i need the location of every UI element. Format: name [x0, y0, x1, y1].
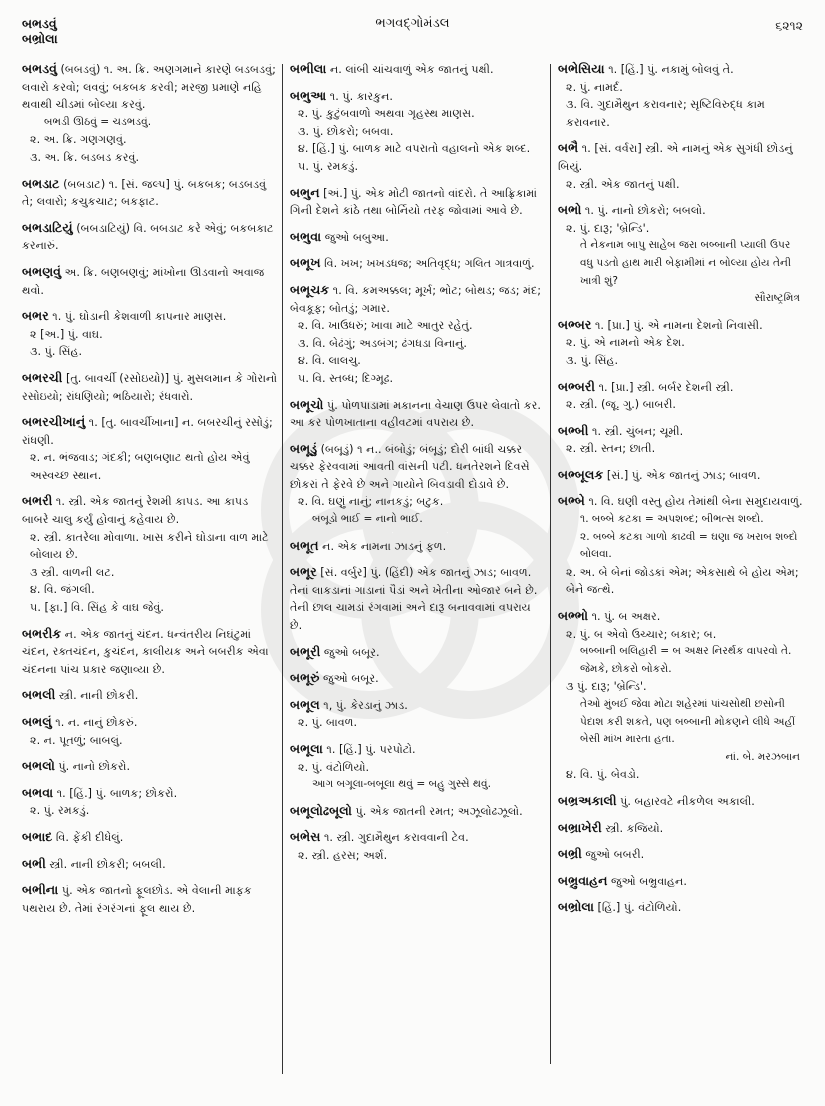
- definition-text: [સં. વર્બુર] પું. (હિંદી) એક જાતનું ઝાડ; બાવળ. તેનાં લાકડાનાં ગાડાનાં પૈડાં અને ખેતીના ઓજાર બને છે. તેની છાલ ચામડાં રંગવામાં અને દારૂ બનાવવામાં વપરાય છે.: [290, 566, 538, 633]
- definition-text: [હિં.] પું. વંટોળિયો.: [597, 901, 682, 915]
- entry-sense-line: [558, 352, 806, 370]
- definition-text: (બબડાટિયું) વિ. બબડાટ કરે એવું; બકબકાટ કરનારું.: [22, 221, 274, 253]
- headword: બભ્બૂલક: [558, 466, 604, 482]
- definition-text: ૪. વિ. લાલચુ.: [298, 354, 361, 368]
- entry-sense-line: [558, 396, 806, 414]
- definition-text: ૪. વિ. જંગલી.: [30, 583, 95, 597]
- definition-text: ૫. [ફા.] વિ. સિંહ કે વાઘ જેવું.: [30, 601, 164, 615]
- column-1: [22, 60, 278, 1106]
- entry-first-line: [22, 686, 278, 705]
- entry-sense-line: [558, 176, 806, 194]
- definition-text: ૨. સ્ત્રી. એક જાતનું પક્ષી.: [566, 177, 680, 191]
- definition-text: ન. એક નામના ઝાડનું ફળ.: [322, 539, 447, 553]
- headword: બભણવું: [22, 263, 62, 279]
- definition-text: ૧. પું. બ અક્ષર.: [591, 610, 661, 624]
- definition-text: આગ બગૂલા-બબૂલા થવું = બહુ ગુસ્સે થવું.: [312, 778, 491, 791]
- column-divider: [550, 64, 551, 1064]
- entry-sense-line: [22, 732, 278, 750]
- definition-text: સૌરાષ્ટ્રમિત્ર: [754, 292, 800, 305]
- definition-text: ૧. પું. ઘોડાની કેશવાળી કાપનાર માણસ.: [52, 310, 227, 324]
- headword: બભુન: [290, 184, 320, 200]
- entry-first-line: [558, 139, 806, 175]
- dictionary-entry: [290, 802, 546, 821]
- dictionary-entry: [290, 281, 546, 388]
- headword: બભૂખ: [290, 255, 321, 271]
- dictionary-entry: [558, 872, 806, 891]
- entry-first-line: [22, 625, 278, 679]
- headword: બભૂલ: [290, 696, 320, 712]
- headword: બભૂચો: [290, 396, 324, 412]
- dictionary-entry: [290, 696, 546, 732]
- definition-text: ૨. ન. પૂતળું; બાબલું.: [30, 733, 123, 747]
- definition-text: ૩. પું. સિંહ.: [566, 353, 619, 367]
- definition-text: જુઓ બબુઆ.: [324, 230, 389, 244]
- entry-first-line: [558, 201, 806, 220]
- headword: બભી: [22, 855, 46, 871]
- entry-sense-line: [290, 158, 546, 176]
- headword: બભૈ: [558, 140, 579, 156]
- entry-first-line: [558, 819, 806, 838]
- headword: બભીલા: [290, 61, 327, 76]
- definition-text: બબૂડો ભાઈ = નાનો ભાઈ.: [312, 513, 423, 526]
- definition-text: ૩. વિ. ગુદામૈથુન કરાવનાર; સૃષ્ટિવિરુદ્ધ કામ કરાવનાર.: [566, 98, 765, 129]
- definition-text: ૪. [હિં.] પું. બાળક માટે વપરાતો વહાલનો એક શબ્દ.: [298, 142, 531, 156]
- dictionary-entry: [22, 175, 278, 211]
- dictionary-entry: [22, 413, 278, 484]
- entry-sense-line: [22, 131, 278, 149]
- entry-first-line: [22, 219, 278, 255]
- dictionary-entry: [22, 757, 278, 776]
- definition-text: વિ. ફેંકી દીધેલું.: [55, 830, 124, 844]
- entry-first-line: [290, 228, 546, 247]
- headword: બભુઆ: [290, 87, 327, 103]
- definition-text: પું. બહારવટે નીકળેલ અકાલી.: [620, 794, 755, 808]
- entry-sense-line: [558, 334, 806, 352]
- entry-sense-line: [22, 343, 278, 361]
- entry-first-line: [290, 669, 546, 688]
- definition-text: ૨. પું. એ નામનો એક દેશ.: [566, 336, 685, 350]
- dictionary-entry: [558, 60, 806, 131]
- definition-text: ૨. ન. ભંજવાડ; ગંદકી; બણબણાટ થતો હોય એવું અસ્વચ્છ સ્થાન.: [30, 451, 250, 482]
- headword: બભૂર: [290, 564, 317, 580]
- dictionary-entry: [558, 422, 806, 458]
- entry-first-line: [22, 175, 278, 211]
- entry-sense-line: [290, 352, 546, 370]
- dictionary-entry: [22, 881, 278, 917]
- definition-text: ૧. વિ. ઘણી વસ્તુ હોય તેમાંથી બેના સમુદાયવાળું.: [588, 495, 803, 509]
- dictionary-entry: [290, 60, 546, 79]
- definition-text: તે નેકનામ બાપુ સાહેબ જરા બબ્બાની પ્યાલી ઉપર વધુ પડતો હાથ મારી બેફામીમાં ન બોલ્યા હોય તેની ખાત્રી શું?: [580, 239, 791, 287]
- definition-text: ૨. વિ. ખાઉધરું; ખાવા માટે આતુર રહેતું.: [298, 319, 473, 333]
- definition-text: ૫. વિ. સ્તબ્ધ; દિગ્મૂઢ.: [298, 371, 393, 385]
- headword: બભલું: [22, 714, 52, 729]
- entry-first-line: [22, 828, 278, 847]
- definition-text: જુઓ બબૂર.: [323, 645, 380, 659]
- entry-sense-line: [290, 847, 546, 865]
- headword: બભડવું: [22, 61, 57, 76]
- entry-first-line: [22, 713, 278, 732]
- definition-text: ૨. પું. દારૂ; 'બ્રેન્ડિ'.: [566, 221, 650, 235]
- entry-sense-line: [558, 626, 806, 644]
- headword: બભેસ: [290, 829, 321, 845]
- entry-sense-line: [22, 529, 278, 564]
- headword: બભરચીખાનું: [22, 414, 86, 430]
- entry-first-line: [558, 492, 806, 511]
- definition-text: ૩. વિ. બેઢંગું; અડબંગ; ઢંગધડા વિનાનું.: [298, 336, 467, 350]
- headword: બભ્બે: [558, 493, 585, 509]
- definition-text: ૩. પું. છોકરો; બબવા.: [298, 124, 394, 138]
- entry-first-line: [22, 413, 278, 449]
- headword: બભૂરી: [290, 643, 321, 659]
- dictionary-entry: [290, 87, 546, 176]
- entry-first-line: [22, 369, 278, 405]
- dictionary-entry: [290, 643, 546, 662]
- headword: બભરચી: [22, 369, 63, 385]
- definition-text: ૨. બબ્બે કટકા ગાળો કાઢવી = ઘણા જ ખરાબ શબ્દો બોલવા.: [580, 530, 798, 561]
- definition-text: ૩ સ્ત્રી. વાળની લટ.: [30, 565, 115, 579]
- dictionary-entry: [22, 369, 278, 405]
- entry-sense-line: [558, 79, 806, 97]
- entry-sense-line: [290, 370, 546, 388]
- definition-text: પું. એક જાતનો ફૂલછોડ. એ વેલાની માફક પથરાય છે. તેમાં રંગરંગનાં ફૂલ થાય છે.: [22, 884, 252, 915]
- headword: બભેસિયા: [558, 61, 605, 76]
- entry-sense-line: [558, 290, 806, 308]
- headword: બભૂડું: [290, 440, 318, 456]
- headword: બભ્બર: [558, 316, 592, 332]
- headword: બભડાટિયું: [22, 219, 73, 235]
- entry-first-line: [558, 466, 806, 485]
- dictionary-entry: [290, 740, 546, 794]
- column-divider: [282, 64, 283, 1074]
- entry-first-line: [290, 440, 546, 494]
- definition-text: ૧. ન. નાનું છોકરું.: [55, 716, 138, 729]
- entry-first-line: [558, 898, 806, 917]
- definition-text: જુઓ બભ્રુવાહન.: [611, 874, 687, 888]
- dictionary-entry: [290, 537, 546, 556]
- definition-text: નાં. બે. મરઝબાન: [725, 750, 800, 763]
- entry-sense-line: [558, 678, 806, 696]
- definition-text: ૪. વિ. પું. બેવડો.: [566, 768, 640, 782]
- headword: બભ્રી: [558, 846, 582, 862]
- definition-text: પું. નાનો છોકરો.: [58, 760, 131, 774]
- dictionary-entry: [558, 492, 806, 599]
- entry-sense-line: [558, 696, 806, 749]
- definition-text: બબ્બાની બલિહારી = બ અક્ષર નિરર્થક વાપરવો તે. જેમકે, છોકરો બોકરો.: [580, 645, 792, 675]
- entry-first-line: [22, 757, 278, 776]
- entry-sense-line: [558, 529, 806, 564]
- dictionary-entry: [290, 184, 546, 220]
- definition-text: ૧. [તુ. બાવર્ચીખાના] ન. બબરચીનું રસોડું; રાંધણી.: [22, 416, 273, 447]
- definition-text: ૨. પું. બ એવો ઉચ્ચાર; બકાર; બ.: [566, 627, 717, 641]
- entry-sense-line: [290, 317, 546, 335]
- headword: બભ્ભો: [558, 608, 588, 624]
- definition-text: ૨. અ. બે બેનાં જોડકાં એમ; એકસાથે બે હોય એમ; બેને જત્થે.: [566, 565, 799, 597]
- definition-text: ૧. [હિં.] પું. પરપોટો.: [326, 743, 416, 756]
- definition-text: ૧, પું. કેરડાનું ઝાડ.: [323, 698, 408, 712]
- entry-first-line: [558, 872, 806, 891]
- definition-text: જુઓ બબરી.: [585, 848, 645, 862]
- entry-first-line: [22, 855, 278, 874]
- definition-text: ૧. બબ્બે કટકા = અપશબ્દ; બીભત્સ શબ્દો.: [580, 513, 764, 526]
- entry-first-line: [290, 184, 546, 220]
- definition-text: ૨. સ્ત્રી. હરસ; અર્શ.: [298, 848, 388, 862]
- definition-text: અ. ક્રિ. બણબણવું; માંખોના ઊડવાનો અવાજ થવો.: [22, 265, 265, 297]
- entry-first-line: [290, 740, 546, 759]
- definition-text: ૧. [પ્રા.] પું. એ નામના દેશનો નિવાસી.: [594, 318, 763, 332]
- entry-sense-line: [558, 220, 806, 238]
- dictionary-entry: [22, 828, 278, 847]
- headword: બભુવા: [290, 228, 322, 244]
- dictionary-entry: [22, 60, 278, 167]
- definition-text: પું. એક જાતની રમત; અઝૂલોઢઝૂલો.: [355, 804, 523, 818]
- dictionary-entry: [22, 307, 278, 361]
- entry-first-line: [22, 492, 278, 528]
- definition-text: ૩ પું. દારૂ; 'બ્રેન્ડિ'.: [566, 680, 647, 694]
- entry-first-line: [290, 828, 546, 847]
- headword: બભવા: [22, 784, 54, 800]
- entry-sense-line: [290, 140, 546, 158]
- headword: બભીના: [22, 882, 59, 898]
- headword: બભૂત: [290, 537, 319, 553]
- definition-text: ૧. પું. નાનો છોકરો; બબલો.: [584, 204, 706, 218]
- headword: બભ્રઅકાલી: [558, 792, 617, 808]
- definition-text: ૧. [સં. વર્વરા] સ્ત્રી. એ નામનું એક સુગંધી છોડનું બિયું.: [558, 142, 793, 173]
- entry-sense-line: [22, 449, 278, 484]
- definition-text: ૧. [હિં.] પું. બાળક; છોકરો.: [56, 786, 178, 800]
- definition-text: ૨. પું. કુટુંબવાળો અથવા ગૃહસ્થ માણસ.: [298, 107, 475, 121]
- definition-text: ૩. અ. ક્રિ. બડબડ કરવું.: [30, 150, 140, 164]
- entry-sense-line: [558, 237, 806, 290]
- entry-first-line: [558, 792, 806, 811]
- entry-first-line: [22, 307, 278, 326]
- entry-sense-line: [290, 123, 546, 141]
- headword: બભૂલા: [290, 741, 323, 756]
- dictionary-entry: [290, 396, 546, 432]
- definition-text: ૫. પું. રમકડું.: [298, 159, 359, 173]
- headword: બભલી: [22, 687, 56, 703]
- entry-sense-line: [22, 599, 278, 617]
- headword: બભાદ: [22, 828, 53, 844]
- entry-first-line: [290, 87, 546, 106]
- definition-text: (બબડવું) ૧. અ. ક્રિ. અણગમાને કારણે બડબડવું; લવારો કરવો; લવવું; બકબક કરવી; મરજી પ્રમાણે નહિ થવાથી ચીડમાં બોલ્યા કરવું.: [22, 63, 276, 112]
- definition-text: ન. લાંબી ચાંચવાળું એક જાતનું પક્ષી.: [329, 63, 494, 76]
- dictionary-entry: [558, 792, 806, 811]
- dictionary-entry: [290, 254, 546, 273]
- entry-sense-line: [558, 766, 806, 784]
- definition-text: ૨. અ. ક્રિ. ગણગણવું.: [30, 133, 127, 147]
- definition-text: (બબડાટ) ૧. [સં. જલ્પ] પું. બકબક; બડબડવું તે; લવારો; કચુકચાટ; બકફાટ.: [22, 177, 267, 209]
- dictionary-entry: [290, 228, 546, 247]
- book-title: ભગવદ્ગોમંડલ: [375, 16, 450, 31]
- dictionary-entry: [22, 784, 278, 820]
- definition-text: ૧. [પ્રા.] સ્ત્રી. બર્બર દેશની સ્ત્રી.: [598, 380, 734, 394]
- guide-word-last: બભ્રોલા: [22, 31, 58, 46]
- definition-text: ૧. સ્ત્રી. ગુદામૈથુન કરાવવાની ટેવ.: [323, 831, 469, 845]
- dictionary-entry: [22, 492, 278, 616]
- entry-first-line: [558, 607, 806, 626]
- entry-first-line: [290, 696, 546, 715]
- headword: બભ્રુવાહન: [558, 872, 608, 888]
- dictionary-entry: [558, 378, 806, 414]
- entry-sense-line: [558, 511, 806, 529]
- entry-sense-line: [558, 564, 806, 599]
- definition-text: ૧. પું. કારકુન.: [329, 89, 393, 103]
- entry-first-line: [290, 802, 546, 821]
- entry-sense-line: [22, 114, 278, 132]
- headword: બભો: [558, 202, 582, 218]
- dictionary-entry: [22, 219, 278, 255]
- definition-text: વિ. ખખ; ખખડધજ; અતિવૃદ્ધ; ગલિત ગાત્રવાળું.: [324, 257, 535, 271]
- entry-first-line: [22, 263, 278, 299]
- entry-sense-line: [290, 759, 546, 777]
- headword: બભરીક: [22, 625, 62, 641]
- definition-text: ૧. [હિં.] પું. નકામું બોલવું તે.: [608, 63, 734, 76]
- entry-sense-line: [290, 776, 546, 794]
- entry-sense-line: [290, 105, 546, 123]
- guide-word-first: બભડવું: [22, 16, 57, 31]
- definition-text: પું. પોળપાડામાં મકાનના વેચાણ ઉપર લેવાતો કર. આ કર પોળખાતાના વહીવટમાં વપરાય છે.: [290, 398, 541, 430]
- definition-text: ૨. સ્ત્રી. સ્તન; છાતી.: [566, 442, 656, 456]
- definition-text: સ્ત્રી. નાની છોકરી; બબલી.: [49, 857, 166, 871]
- entry-sense-line: [558, 440, 806, 458]
- entry-first-line: [290, 643, 546, 662]
- entry-first-line: [290, 563, 546, 634]
- headword: બભર: [22, 308, 49, 324]
- page-header: [0, 8, 825, 56]
- dictionary-entry: [22, 855, 278, 874]
- dictionary-entry: [290, 669, 546, 688]
- entry-first-line: [558, 378, 806, 397]
- entry-sense-line: [290, 511, 546, 529]
- entry-sense-line: [558, 643, 806, 678]
- headword: બભ્રોલા: [558, 899, 594, 915]
- dictionary-entry: [558, 316, 806, 370]
- entry-sense-line: [558, 96, 806, 131]
- dictionary-entry: [558, 845, 806, 864]
- definition-text: [તુ. બાવર્ચી (રસોઇયો)] પું. મુસલમાન કે ગોરાનો રસોઇયો; રાંધણિયો; ભઠિયારો; રંધવારો.: [22, 371, 278, 403]
- definition-text: ૨. પું. રમકડું.: [30, 804, 90, 818]
- definition-text: સ્ત્રી. નાની છોકરી.: [58, 689, 139, 703]
- headword: બભરી: [22, 493, 53, 509]
- dictionary-entry: [22, 713, 278, 749]
- entry-sense-line: [22, 802, 278, 820]
- entry-first-line: [22, 60, 278, 114]
- definition-text: ૨. પું. વંટોળિયો.: [298, 760, 370, 774]
- definition-text: ૧. સ્ત્રી. એક જાતનું રેશમી કાપડ. આ કાપડ બાબરે ચાલુ કર્યું હોવાનું કહેવાય છે.: [22, 495, 249, 527]
- dictionary-entry: [558, 819, 806, 838]
- definition-text: ૨ [અ.] પું. વાઘ.: [30, 327, 103, 341]
- entry-sense-line: [558, 749, 806, 767]
- column-2: [290, 60, 546, 1106]
- definition-text: ૨. વિ. ઘણું નાનું; નાનકડું; બટુક.: [298, 495, 444, 509]
- entry-first-line: [290, 254, 546, 273]
- headword: બભૂચક: [290, 281, 330, 297]
- definition-text: ૩. પું. સિંહ.: [30, 345, 83, 359]
- headword: બભૂરું: [290, 670, 320, 686]
- definition-text: (બબૂડું) ૧ ન.. બંબોડું; બંબૂડું; દોરી બાંધી ચક્કર ચક્કર ફેરવવામાં આવતી વાંસની પટી. ધનતેરશને દિવસે છોકરાં તે ફેરવે છે અને ગાયોને બિવડાવી દોડાવે છે.: [290, 442, 530, 491]
- entry-first-line: [558, 845, 806, 864]
- definition-text: ૧. વિ. કમઅક્કલ; મૂર્ખ; ભોટ; બોથડ; જડ; મંદ; બેવકૂફ; બોતડું; ગમાર.: [290, 283, 541, 315]
- headword: બભ્બી: [558, 422, 589, 438]
- dictionary-entry: [558, 466, 806, 485]
- entry-first-line: [290, 281, 546, 317]
- entry-first-line: [290, 60, 546, 79]
- entry-sense-line: [22, 581, 278, 599]
- definition-text: ૨. પું. બાવળ.: [298, 716, 358, 730]
- definition-text: ૨. સ્ત્રી. (જૂ. ગુ.) બાબરી.: [566, 398, 676, 412]
- entry-sense-line: [290, 714, 546, 732]
- headword: બભડાટ: [22, 175, 60, 191]
- dictionary-entry: [558, 607, 806, 784]
- entry-first-line: [558, 60, 806, 79]
- dictionary-entry: [290, 440, 546, 529]
- definition-text: [સં.] પું. એક જાતનું ઝાડ; બાવળ.: [606, 468, 761, 482]
- entry-sense-line: [290, 335, 546, 353]
- entry-first-line: [290, 537, 546, 556]
- column-3: [558, 60, 806, 1106]
- definition-text: તેઓ મુંબઈ જેવા મોટા શહેરમાં પાંચસોથી છસોની પેદાશ કરી શકતે, પણ બબ્બાની મોકણને લીધે અહીં બેસી માંખ મારતા હતા.: [580, 698, 796, 746]
- dictionary-entry: [290, 828, 546, 864]
- dictionary-entry: [22, 263, 278, 299]
- entry-first-line: [558, 316, 806, 335]
- definition-text: જુઓ બબૂર.: [322, 672, 379, 686]
- headword: બભ્બરી: [558, 378, 595, 394]
- definition-text: બભડી ઊઠવું = ચડભડવું.: [44, 115, 152, 128]
- entry-first-line: [22, 784, 278, 803]
- entry-sense-line: [22, 326, 278, 344]
- definition-text: ન. એક જાતનું ચંદન. ધન્વંતરીય નિઘંટુમાં ચંદન, રક્તચંદન, કુચંદન, કાલીયક અને બબરીક એવા ચંદનના પાંચ પ્રકાર જણાવ્યા છે.: [22, 627, 269, 676]
- entry-sense-line: [22, 149, 278, 167]
- dictionary-entry: [22, 625, 278, 679]
- entry-first-line: [290, 396, 546, 432]
- definition-text: [અં.] પું. એક મોટી જાતનો વાંદરો. તે આફ્રિકામાં ગિની દેશને કાંઠે તથા બોર્નિયો તરફ જોવામાં આવે છે.: [290, 186, 537, 218]
- dictionary-entry: [290, 563, 546, 634]
- headword: બભૂલોઢબૂલો: [290, 802, 352, 818]
- entry-sense-line: [22, 564, 278, 582]
- entry-first-line: [22, 881, 278, 917]
- definition-text: ૨. પું. નામર્દ.: [566, 80, 623, 94]
- definition-text: સ્ત્રી. કજિયો.: [605, 821, 664, 835]
- definition-text: ૧. સ્ત્રી. ચુંબન; ચૂમી.: [592, 424, 684, 438]
- dictionary-entry: [558, 139, 806, 193]
- dictionary-entry: [558, 898, 806, 917]
- headword: બભ્રાખેરી: [558, 819, 602, 835]
- headword: બભલો: [22, 758, 55, 774]
- dictionary-entry: [558, 201, 806, 308]
- entry-first-line: [558, 422, 806, 441]
- page-number: ૬૨૧૨: [775, 18, 803, 33]
- definition-text: ૨. સ્ત્રી. કાતરેલા મોવાળા. ખાસ કરીને ઘોડાના વાળ માટે બોલાય છે.: [30, 530, 269, 562]
- entry-sense-line: [290, 493, 546, 511]
- dictionary-entry: [22, 686, 278, 705]
